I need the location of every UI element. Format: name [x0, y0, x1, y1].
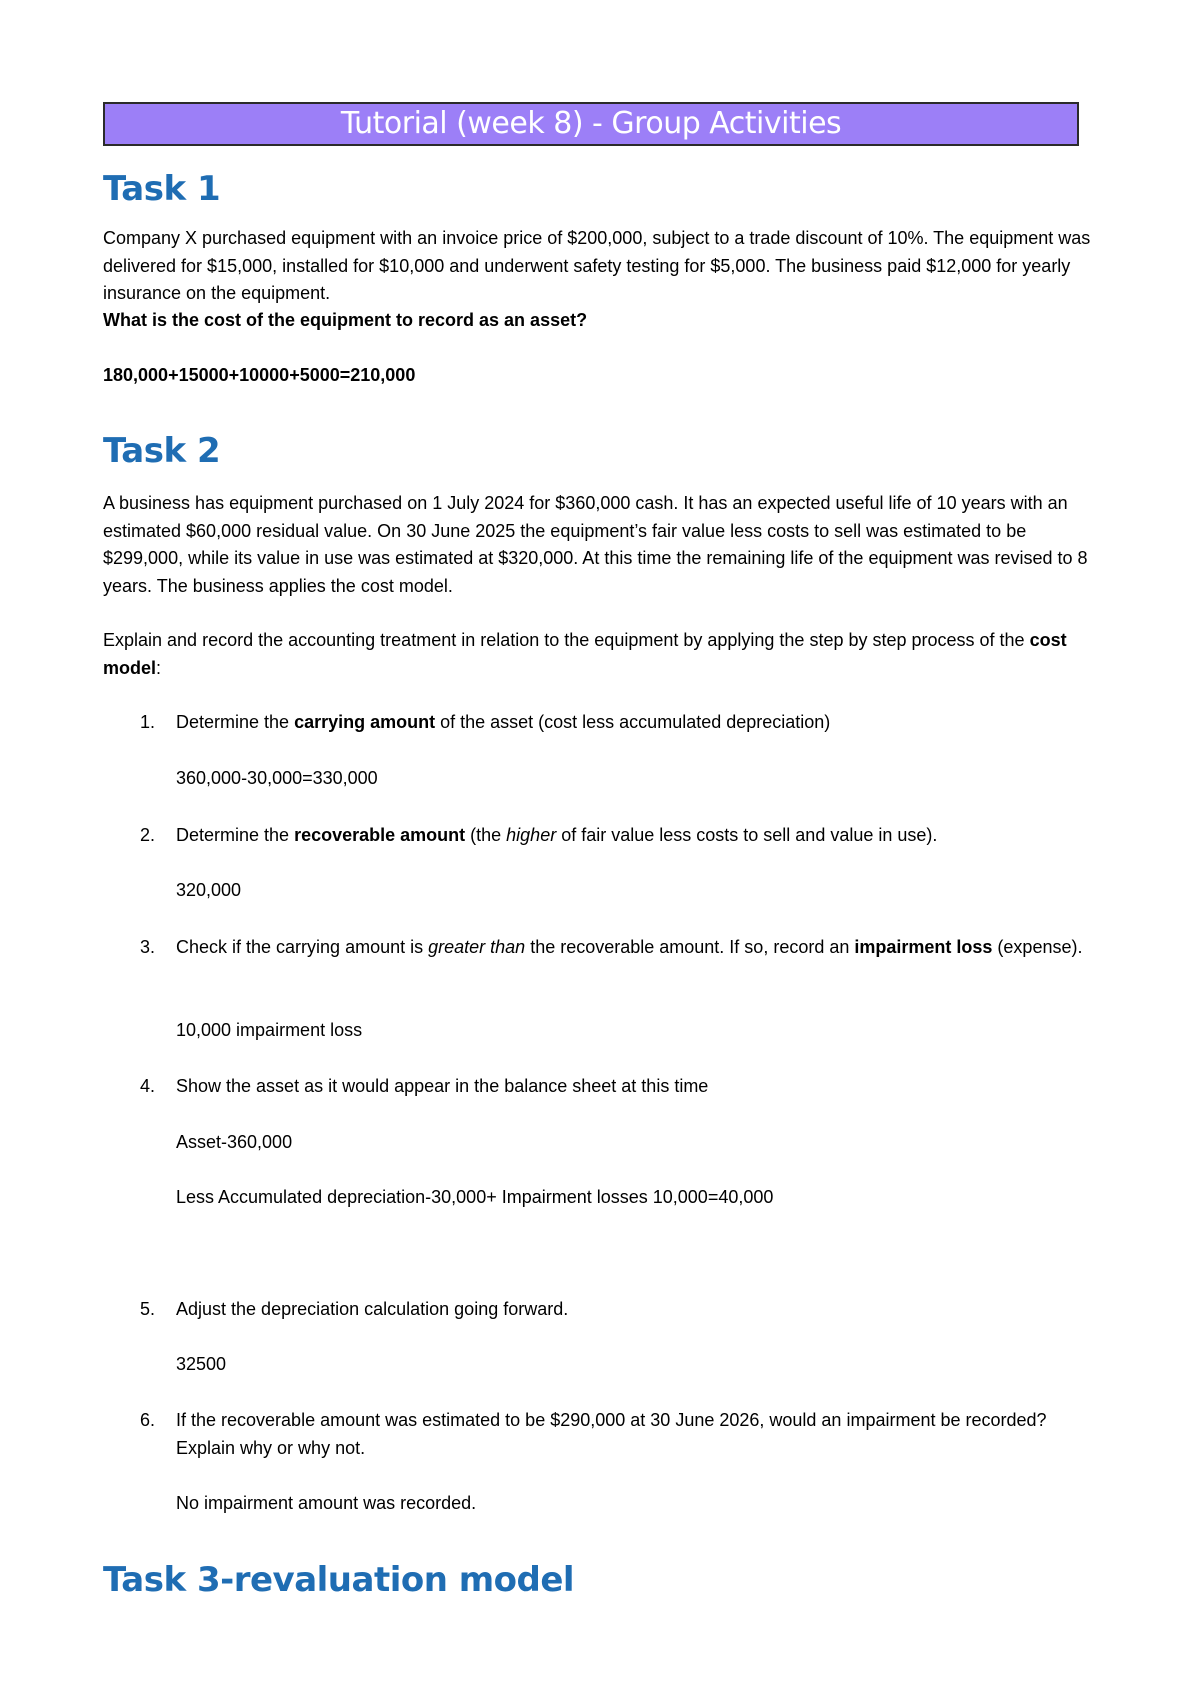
step-text-part: Determine the	[176, 825, 295, 845]
step-text-part: of fair value less costs to sell and value in use).	[556, 825, 938, 845]
step-text-italic: higher	[506, 825, 557, 845]
task1-text: Company X purchased equipment with an invoice price of $200,000, subject to a trade discount of 10%. The equipment was delivered for $15,000, installed for $10,000 and underwent safety testing for $5,000. The business paid $12,000 for yearly insurance on the equipment.	[103, 228, 1091, 303]
task2-text: A business has equipment purchased on 1 July 2024 for $360,000 cash. It has an expected useful life of 10 years with an estimated $60,000 residual value. On 30 June 2025 the equipment’s fair value less costs to sell was estimated to be $299,000, while its value in use was estimated at $320,000. At this time the remaining life of the equipment was revised to 8 years. The business applies the cost model.	[103, 493, 1088, 596]
step-text-part: (expense).	[992, 937, 1083, 957]
step-text	[176, 709, 1106, 737]
step-number: 6.	[140, 1410, 156, 1430]
step-number: 5.	[140, 1299, 156, 1319]
step-6-answer: No impairment amount was recorded.	[176, 1493, 477, 1513]
step-number: 2.	[140, 825, 156, 845]
step-number: 1.	[140, 712, 156, 732]
step-3-answer: 10,000 impairment loss	[176, 1020, 363, 1040]
step-text-bold: impairment loss	[854, 937, 993, 957]
step-text: If the recoverable amount was estimated to be $290,000 at 30 June 2026, would an impairment be recorded? Explain why or why not.	[176, 1410, 1047, 1458]
step-text	[176, 822, 1106, 850]
task1-answer: 180,000+15000+10000+5000=210,000	[103, 365, 416, 385]
step-1-answer: 360,000-30,000=330,000	[176, 768, 378, 788]
step-4-answer-2: Less Accumulated depreciation-30,000+ Impairment losses 10,000=40,000	[176, 1187, 774, 1207]
step-4-answer-1: Asset-360,000	[176, 1132, 293, 1152]
step-number: 4.	[140, 1076, 156, 1096]
step-5-answer: 32500	[176, 1354, 227, 1374]
task2-instruction	[103, 627, 1093, 682]
step-text-part: Determine the	[176, 712, 295, 732]
instruction-suffix: :	[156, 657, 162, 678]
step-text-part: Check if the carrying amount is	[176, 937, 429, 957]
step-text-italic: greater than	[428, 937, 526, 957]
task2-heading: Task 2	[103, 431, 221, 471]
task1-heading: Task 1	[103, 169, 221, 209]
step-text-bold: carrying amount	[294, 712, 436, 732]
step-text-part: the recoverable amount. If so, record an	[525, 937, 855, 957]
task1-question: What is the cost of the equipment to record as an asset?	[103, 310, 588, 330]
step-text: Adjust the depreciation calculation going forward.	[176, 1299, 569, 1319]
step-text-bold: recoverable amount	[294, 825, 466, 845]
step-2-answer: 320,000	[176, 880, 242, 900]
step-text	[176, 934, 1106, 962]
step-text: Show the asset as it would appear in the balance sheet at this time	[176, 1076, 709, 1096]
document-title: Tutorial (week 8) - Group Activities	[340, 106, 842, 141]
step-text-part: of the asset (cost less accumulated depreciation)	[435, 712, 831, 732]
instruction-text: Explain and record the accounting treatment in relation to the equipment by applying the step by step process of the	[103, 630, 1030, 650]
title-banner	[103, 102, 1079, 146]
step-text-part: (the	[465, 825, 507, 845]
step-number: 3.	[140, 937, 156, 957]
instruction-bold: cost model	[103, 630, 1067, 678]
task3-heading: Task 3-revaluation model	[103, 1560, 575, 1600]
